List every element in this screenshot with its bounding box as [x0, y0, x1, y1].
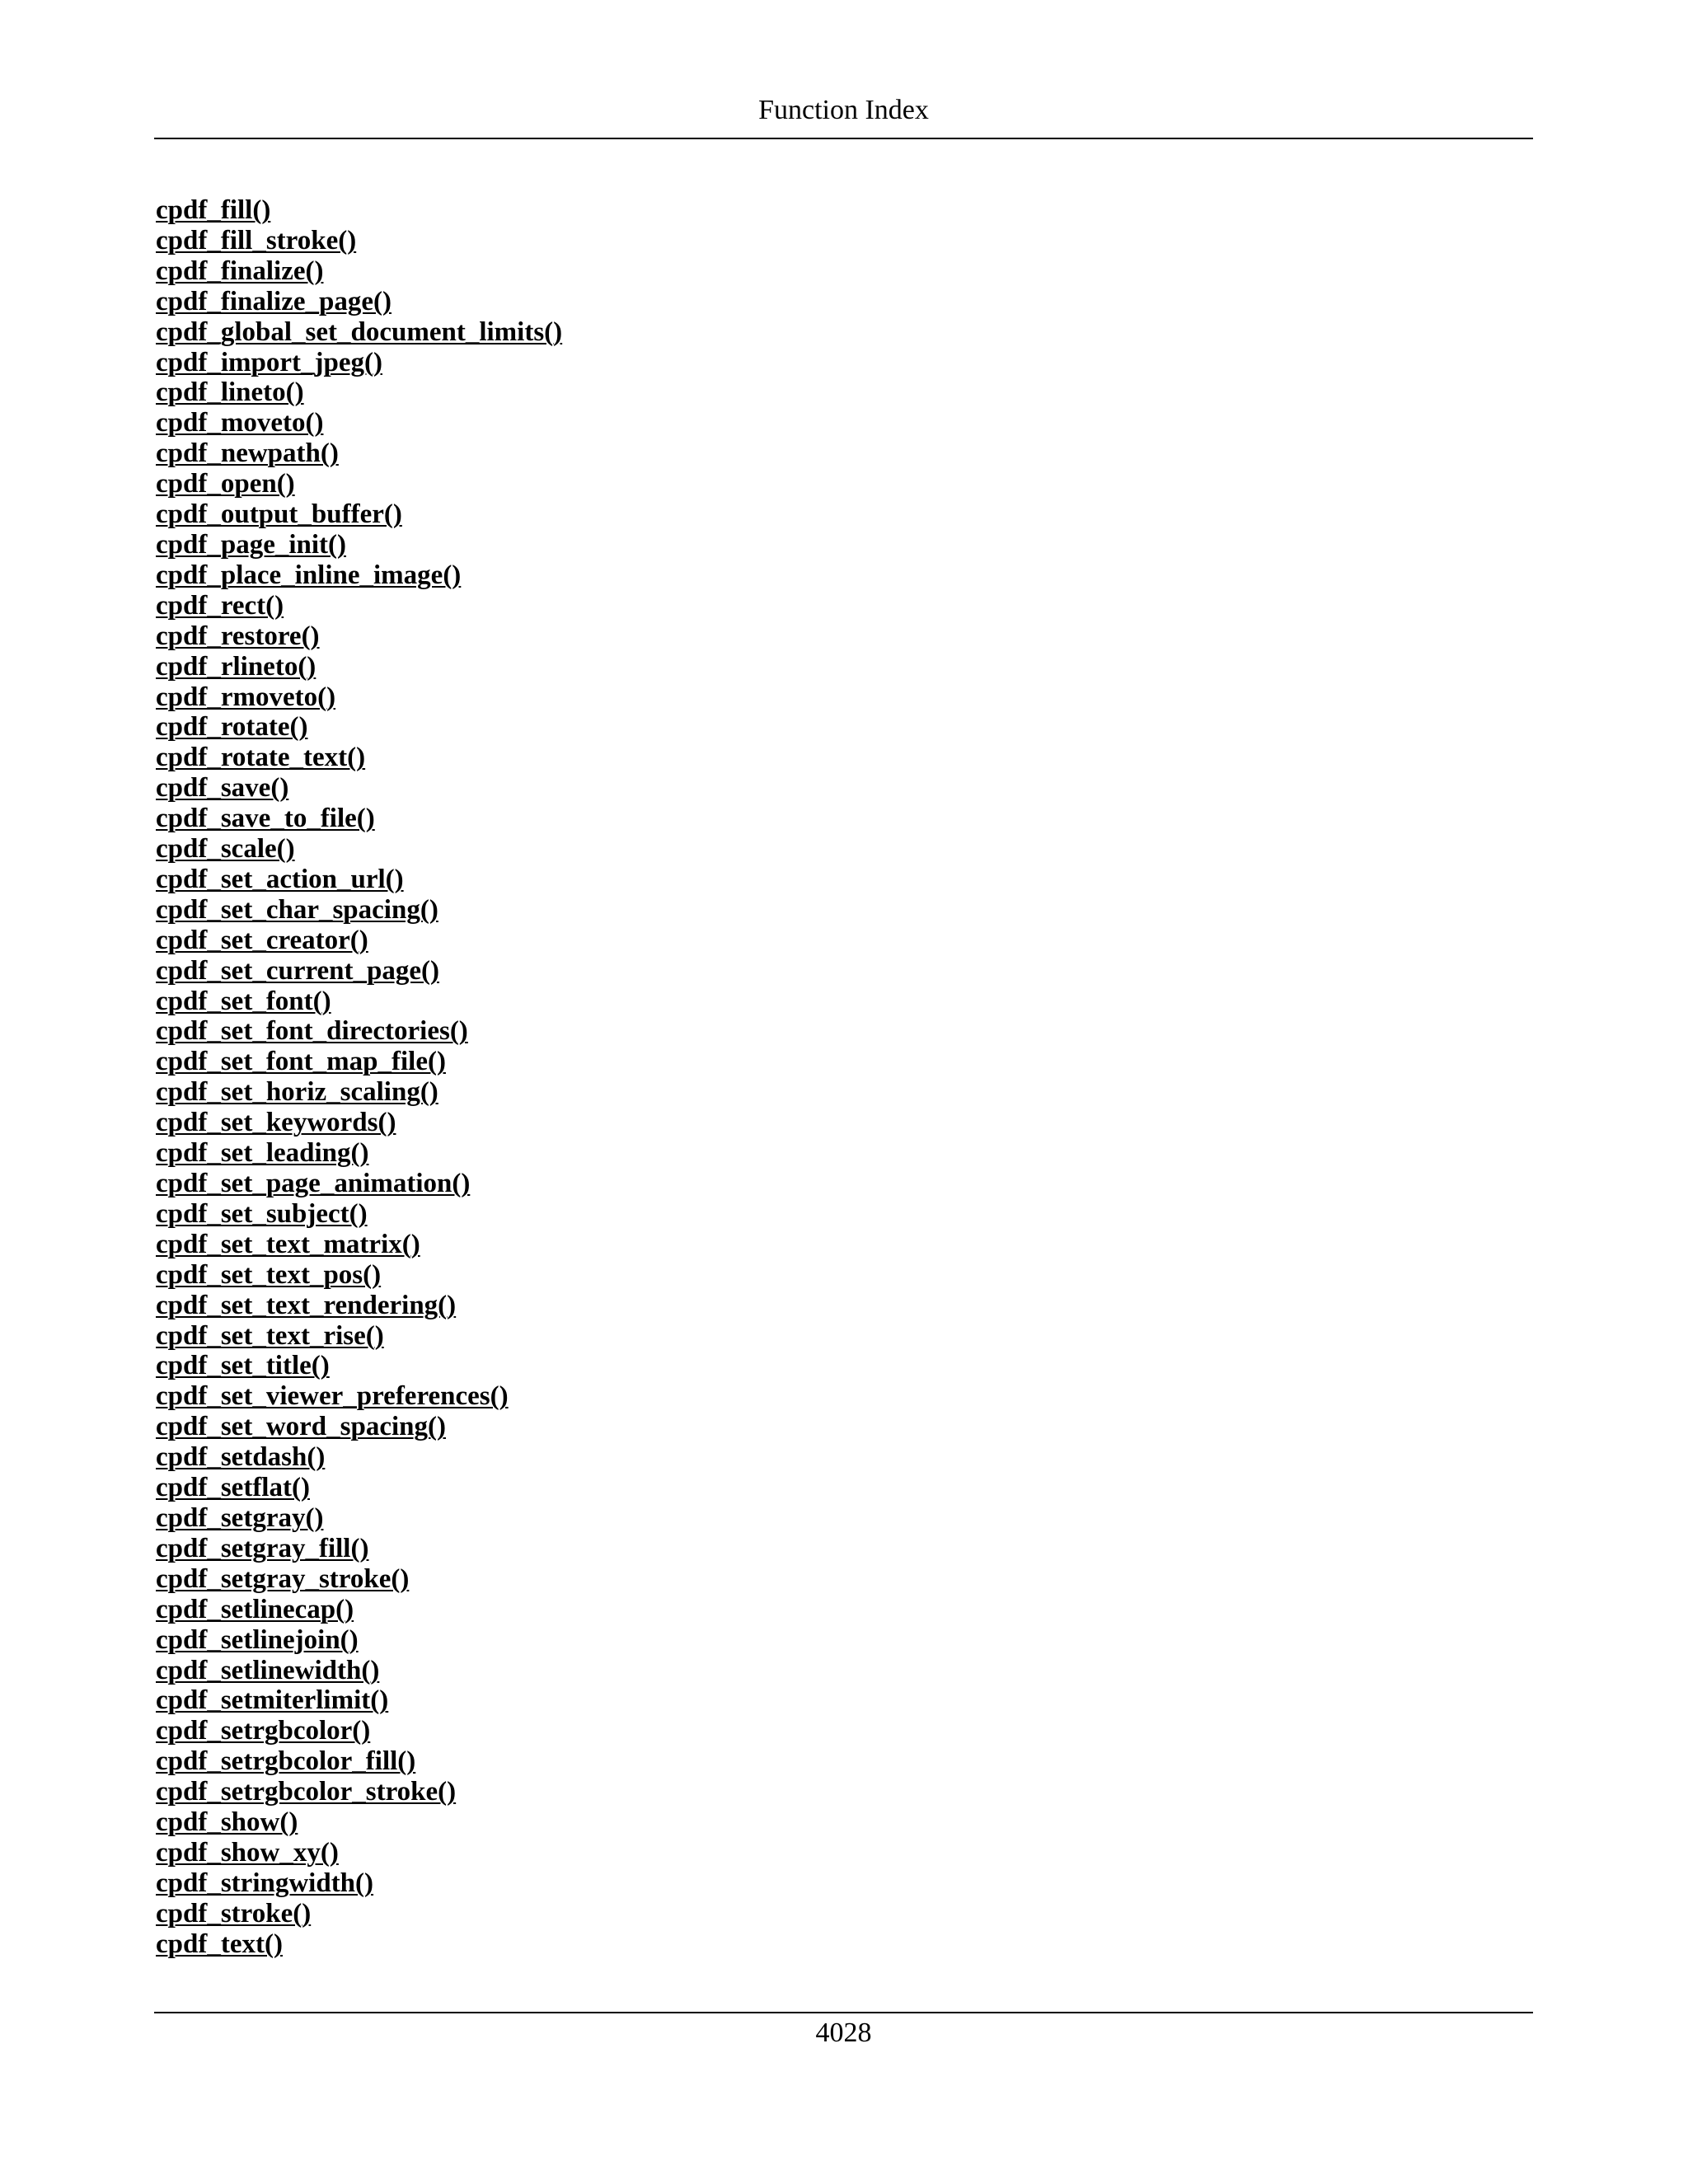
function-link[interactable]: cpdf_import_jpeg() — [156, 347, 382, 377]
function-link[interactable]: cpdf_set_word_spacing() — [156, 1412, 446, 1442]
function-index-list — [156, 195, 562, 1960]
function-link[interactable]: cpdf_set_keywords() — [156, 1108, 396, 1138]
function-link[interactable]: cpdf_set_text_rendering() — [156, 1290, 457, 1320]
page-title: Function Index — [758, 95, 929, 125]
function-link[interactable]: cpdf_rotate() — [156, 712, 308, 743]
function-link[interactable]: cpdf_set_char_spacing() — [156, 894, 438, 925]
function-link[interactable]: cpdf_setrgbcolor_stroke() — [156, 1777, 457, 1807]
function-link[interactable]: cpdf_setrgbcolor() — [156, 1716, 371, 1746]
function-link[interactable]: cpdf_moveto() — [156, 408, 324, 438]
function-link[interactable]: cpdf_rotate_text() — [156, 743, 366, 773]
function-link[interactable]: cpdf_setgray() — [156, 1502, 324, 1533]
function-link[interactable]: cpdf_scale() — [156, 834, 295, 865]
function-link[interactable]: cpdf_setlinejoin() — [156, 1624, 359, 1655]
function-link[interactable]: cpdf_setflat() — [156, 1473, 310, 1503]
function-link[interactable]: cpdf_restore() — [156, 621, 320, 651]
function-link[interactable]: cpdf_set_text_pos() — [156, 1259, 382, 1290]
function-link[interactable]: cpdf_set_leading() — [156, 1138, 369, 1169]
function-link[interactable]: cpdf_set_text_matrix() — [156, 1229, 420, 1259]
function-link[interactable]: cpdf_finalize_page() — [156, 286, 392, 316]
function-link[interactable]: cpdf_set_font_map_file() — [156, 1047, 446, 1077]
function-link[interactable]: cpdf_fill_stroke() — [156, 225, 357, 255]
function-link[interactable]: cpdf_rmoveto() — [156, 682, 336, 712]
function-link[interactable]: cpdf_show() — [156, 1807, 298, 1838]
function-link[interactable]: cpdf_set_creator() — [156, 925, 368, 955]
function-link[interactable]: cpdf_global_set_document_limits() — [156, 316, 563, 347]
function-link[interactable]: cpdf_page_init() — [156, 529, 346, 560]
function-link[interactable]: cpdf_stringwidth() — [156, 1868, 374, 1898]
function-link[interactable]: cpdf_fill() — [156, 195, 271, 225]
function-link[interactable]: cpdf_text() — [156, 1929, 283, 1959]
function-link[interactable]: cpdf_rect() — [156, 590, 284, 621]
function-link[interactable]: cpdf_setlinewidth() — [156, 1655, 380, 1685]
function-link[interactable]: cpdf_stroke() — [156, 1898, 312, 1929]
function-link[interactable]: cpdf_set_subject() — [156, 1198, 368, 1229]
function-link[interactable]: cpdf_setdash() — [156, 1442, 326, 1473]
function-link[interactable]: cpdf_set_current_page() — [156, 955, 439, 986]
function-link[interactable]: cpdf_open() — [156, 469, 295, 499]
function-link[interactable]: cpdf_set_font_directories() — [156, 1016, 468, 1047]
page-header — [154, 92, 1533, 139]
function-link[interactable]: cpdf_set_page_animation() — [156, 1169, 471, 1198]
function-link[interactable]: cpdf_save_to_file() — [156, 804, 375, 834]
page-footer — [154, 2012, 1533, 2048]
function-link[interactable]: cpdf_place_inline_image() — [156, 560, 462, 590]
function-link[interactable]: cpdf_show_xy() — [156, 1837, 339, 1868]
function-link[interactable]: cpdf_newpath() — [156, 438, 339, 469]
function-link[interactable]: cpdf_setgray_fill() — [156, 1533, 369, 1563]
page-number: 4028 — [815, 2018, 872, 2048]
function-link[interactable]: cpdf_setgray_stroke() — [156, 1563, 410, 1594]
function-link[interactable]: cpdf_save() — [156, 773, 289, 804]
function-link[interactable]: cpdf_setmiterlimit() — [156, 1685, 389, 1716]
function-link[interactable]: cpdf_rlineto() — [156, 651, 316, 682]
function-link[interactable]: cpdf_set_title() — [156, 1351, 330, 1381]
function-link[interactable]: cpdf_setrgbcolor_fill() — [156, 1746, 416, 1777]
function-link[interactable]: cpdf_lineto() — [156, 377, 304, 408]
function-link[interactable]: cpdf_set_text_rise() — [156, 1320, 384, 1351]
function-link[interactable]: cpdf_output_buffer() — [156, 499, 402, 530]
function-link[interactable]: cpdf_set_viewer_preferences() — [156, 1381, 509, 1412]
function-link[interactable]: cpdf_finalize() — [156, 255, 324, 286]
function-link[interactable]: cpdf_setlinecap() — [156, 1594, 354, 1624]
function-link[interactable]: cpdf_set_action_url() — [156, 864, 404, 894]
function-link[interactable]: cpdf_set_font() — [156, 986, 331, 1016]
function-link[interactable]: cpdf_set_horiz_scaling() — [156, 1077, 438, 1108]
